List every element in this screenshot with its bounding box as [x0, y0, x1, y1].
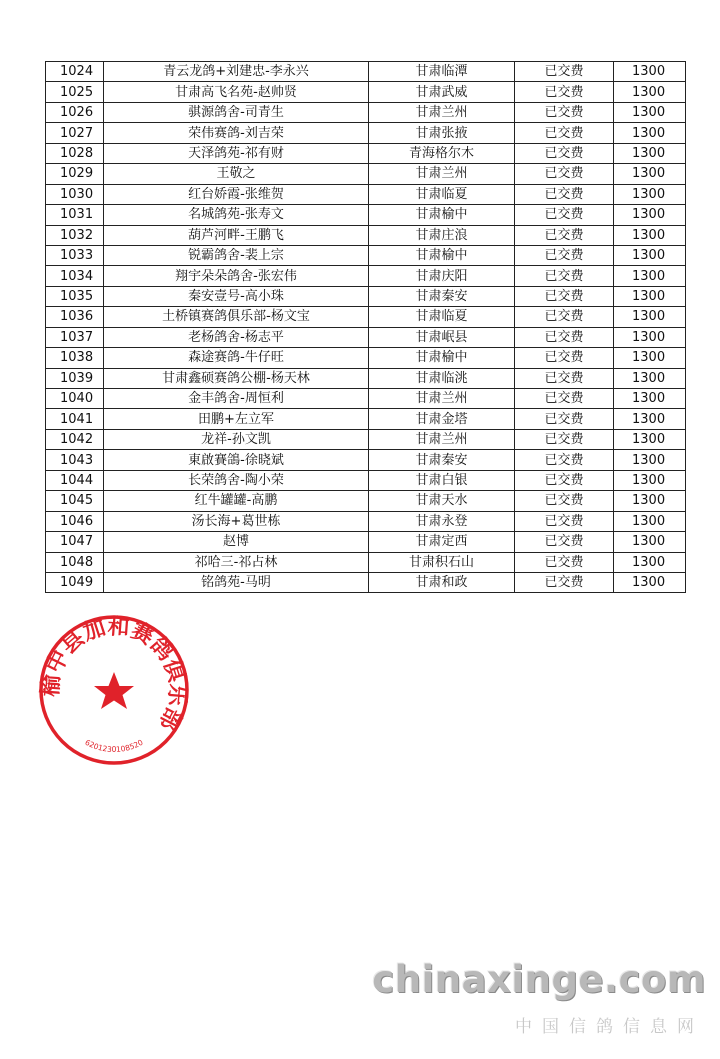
id-cell: 1028 [46, 143, 104, 163]
fee-cell: 1300 [614, 82, 686, 102]
fee-cell: 1300 [614, 266, 686, 286]
region-cell: 甘肃张掖 [369, 123, 515, 143]
table-row [46, 409, 686, 429]
name-cell: 名城鸽苑-张寿文 [104, 205, 369, 225]
id-cell: 1044 [46, 470, 104, 490]
table-row [46, 62, 686, 82]
status-cell: 已交费 [515, 184, 614, 204]
name-cell: 龙祥-孙文凯 [104, 429, 369, 449]
status-cell: 已交费 [515, 286, 614, 306]
region-cell: 甘肃岷县 [369, 327, 515, 347]
region-cell: 甘肃临夏 [369, 184, 515, 204]
name-cell: 骐源鸽舍-司青生 [104, 102, 369, 122]
status-cell: 已交费 [515, 164, 614, 184]
table-row [46, 552, 686, 572]
fee-cell: 1300 [614, 327, 686, 347]
name-cell: 青云龙鸽+刘建忠-李永兴 [104, 62, 369, 82]
id-cell: 1037 [46, 327, 104, 347]
fee-cell: 1300 [614, 225, 686, 245]
table-row [46, 225, 686, 245]
status-cell: 已交费 [515, 409, 614, 429]
status-cell: 已交费 [515, 532, 614, 552]
region-cell: 甘肃秦安 [369, 450, 515, 470]
fee-cell: 1300 [614, 429, 686, 449]
region-cell: 甘肃榆中 [369, 205, 515, 225]
region-cell: 甘肃永登 [369, 511, 515, 531]
name-cell: 赵博 [104, 532, 369, 552]
id-cell: 1026 [46, 102, 104, 122]
table-row [46, 327, 686, 347]
region-cell: 甘肃兰州 [369, 164, 515, 184]
id-cell: 1048 [46, 552, 104, 572]
region-cell: 甘肃秦安 [369, 286, 515, 306]
name-cell: 铭鸽苑-马明 [104, 572, 369, 592]
status-cell: 已交费 [515, 368, 614, 388]
table-row [46, 450, 686, 470]
table-row [46, 368, 686, 388]
table-row [46, 348, 686, 368]
status-cell: 已交费 [515, 225, 614, 245]
region-cell: 甘肃和政 [369, 572, 515, 592]
id-cell: 1034 [46, 266, 104, 286]
name-cell: 荣伟赛鸽-刘吉荣 [104, 123, 369, 143]
fee-cell: 1300 [614, 205, 686, 225]
status-cell: 已交费 [515, 511, 614, 531]
status-cell: 已交费 [515, 245, 614, 265]
name-cell: 秦安壹号-高小珠 [104, 286, 369, 306]
fee-cell: 1300 [614, 286, 686, 306]
fee-cell: 1300 [614, 307, 686, 327]
name-cell: 田鹏+左立军 [104, 409, 369, 429]
region-cell: 甘肃金塔 [369, 409, 515, 429]
name-cell: 翔宇朵朵鸽舍-张宏伟 [104, 266, 369, 286]
fee-cell: 1300 [614, 102, 686, 122]
id-cell: 1042 [46, 429, 104, 449]
table-row [46, 470, 686, 490]
table-row [46, 123, 686, 143]
fee-cell: 1300 [614, 552, 686, 572]
fee-cell: 1300 [614, 450, 686, 470]
status-cell: 已交费 [515, 552, 614, 572]
status-cell: 已交费 [515, 82, 614, 102]
region-cell: 甘肃临潭 [369, 62, 515, 82]
status-cell: 已交费 [515, 123, 614, 143]
table-row [46, 389, 686, 409]
fee-cell: 1300 [614, 62, 686, 82]
id-cell: 1049 [46, 572, 104, 592]
id-cell: 1032 [46, 225, 104, 245]
id-cell: 1040 [46, 389, 104, 409]
id-cell: 1027 [46, 123, 104, 143]
fee-cell: 1300 [614, 368, 686, 388]
fee-cell: 1300 [614, 123, 686, 143]
status-cell: 已交费 [515, 266, 614, 286]
status-cell: 已交费 [515, 491, 614, 511]
region-cell: 甘肃临夏 [369, 307, 515, 327]
region-cell: 青海格尔木 [369, 143, 515, 163]
fee-cell: 1300 [614, 184, 686, 204]
name-cell: 王敬之 [104, 164, 369, 184]
table-row [46, 184, 686, 204]
id-cell: 1025 [46, 82, 104, 102]
fee-cell: 1300 [614, 409, 686, 429]
name-cell: 汤长海+葛世栋 [104, 511, 369, 531]
region-cell: 甘肃临洮 [369, 368, 515, 388]
table-row [46, 205, 686, 225]
id-cell: 1041 [46, 409, 104, 429]
table-row [46, 164, 686, 184]
club-seal [34, 612, 194, 768]
name-cell: 老杨鸽舍-杨志平 [104, 327, 369, 347]
star-icon [94, 672, 134, 709]
fee-cell: 1300 [614, 532, 686, 552]
status-cell: 已交费 [515, 348, 614, 368]
region-cell: 甘肃榆中 [369, 348, 515, 368]
fee-cell: 1300 [614, 348, 686, 368]
seal-number-text: 6201230108520 [83, 737, 145, 754]
table-row [46, 511, 686, 531]
id-cell: 1024 [46, 62, 104, 82]
fee-table [45, 61, 686, 593]
region-cell: 甘肃兰州 [369, 102, 515, 122]
name-cell: 葫芦河畔-王鹏飞 [104, 225, 369, 245]
region-cell: 甘肃定西 [369, 532, 515, 552]
name-cell: 甘肃鑫硕赛鸽公棚-杨天林 [104, 368, 369, 388]
fee-table-container [45, 61, 685, 593]
region-cell: 甘肃武威 [369, 82, 515, 102]
table-row [46, 82, 686, 102]
id-cell: 1038 [46, 348, 104, 368]
name-cell: 天泽鸽苑-祁有财 [104, 143, 369, 163]
id-cell: 1039 [46, 368, 104, 388]
id-cell: 1046 [46, 511, 104, 531]
region-cell: 甘肃白银 [369, 470, 515, 490]
name-cell: 金丰鸽舍-周恒利 [104, 389, 369, 409]
status-cell: 已交费 [515, 307, 614, 327]
table-row [46, 143, 686, 163]
name-cell: 森途赛鸽-牛仔旺 [104, 348, 369, 368]
fee-cell: 1300 [614, 511, 686, 531]
region-cell: 甘肃庄浪 [369, 225, 515, 245]
id-cell: 1030 [46, 184, 104, 204]
table-row [46, 245, 686, 265]
region-cell: 甘肃天水 [369, 491, 515, 511]
region-cell: 甘肃庆阳 [369, 266, 515, 286]
name-cell: 土桥镇赛鸽俱乐部-杨文宝 [104, 307, 369, 327]
name-cell: 红台娇霞-张维贺 [104, 184, 369, 204]
fee-cell: 1300 [614, 245, 686, 265]
name-cell: 锐霸鸽舍-裴上宗 [104, 245, 369, 265]
table-row [46, 572, 686, 592]
fee-cell: 1300 [614, 164, 686, 184]
fee-cell: 1300 [614, 470, 686, 490]
status-cell: 已交费 [515, 450, 614, 470]
id-cell: 1043 [46, 450, 104, 470]
status-cell: 已交费 [515, 572, 614, 592]
status-cell: 已交费 [515, 102, 614, 122]
table-row [46, 266, 686, 286]
status-cell: 已交费 [515, 470, 614, 490]
fee-table-body [46, 62, 686, 593]
table-row [46, 286, 686, 306]
table-row [46, 307, 686, 327]
id-cell: 1029 [46, 164, 104, 184]
name-cell: 红牛罐罐-高鹏 [104, 491, 369, 511]
status-cell: 已交费 [515, 429, 614, 449]
watermark-site: chinaxinge.com [372, 958, 706, 1001]
table-row [46, 102, 686, 122]
name-cell: 東啟賽鴿-徐晓斌 [104, 450, 369, 470]
status-cell: 已交费 [515, 205, 614, 225]
table-row [46, 429, 686, 449]
name-cell: 祁哈三-祁占林 [104, 552, 369, 572]
id-cell: 1047 [46, 532, 104, 552]
id-cell: 1035 [46, 286, 104, 306]
id-cell: 1036 [46, 307, 104, 327]
status-cell: 已交费 [515, 143, 614, 163]
name-cell: 甘肃高飞名苑-赵帅贤 [104, 82, 369, 102]
table-row [46, 532, 686, 552]
id-cell: 1031 [46, 205, 104, 225]
region-cell: 甘肃兰州 [369, 389, 515, 409]
name-cell: 长荣鸽舍-陶小荣 [104, 470, 369, 490]
fee-cell: 1300 [614, 572, 686, 592]
id-cell: 1045 [46, 491, 104, 511]
watermark-subtitle: 中国信鸽信息网 [515, 1017, 704, 1037]
table-row [46, 491, 686, 511]
fee-cell: 1300 [614, 491, 686, 511]
region-cell: 甘肃积石山 [369, 552, 515, 572]
region-cell: 甘肃兰州 [369, 429, 515, 449]
fee-cell: 1300 [614, 143, 686, 163]
seal-name-text: 榆中县加和赛鸽俱乐部 [38, 614, 190, 734]
region-cell: 甘肃榆中 [369, 245, 515, 265]
status-cell: 已交费 [515, 327, 614, 347]
id-cell: 1033 [46, 245, 104, 265]
status-cell: 已交费 [515, 389, 614, 409]
status-cell: 已交费 [515, 62, 614, 82]
fee-cell: 1300 [614, 389, 686, 409]
